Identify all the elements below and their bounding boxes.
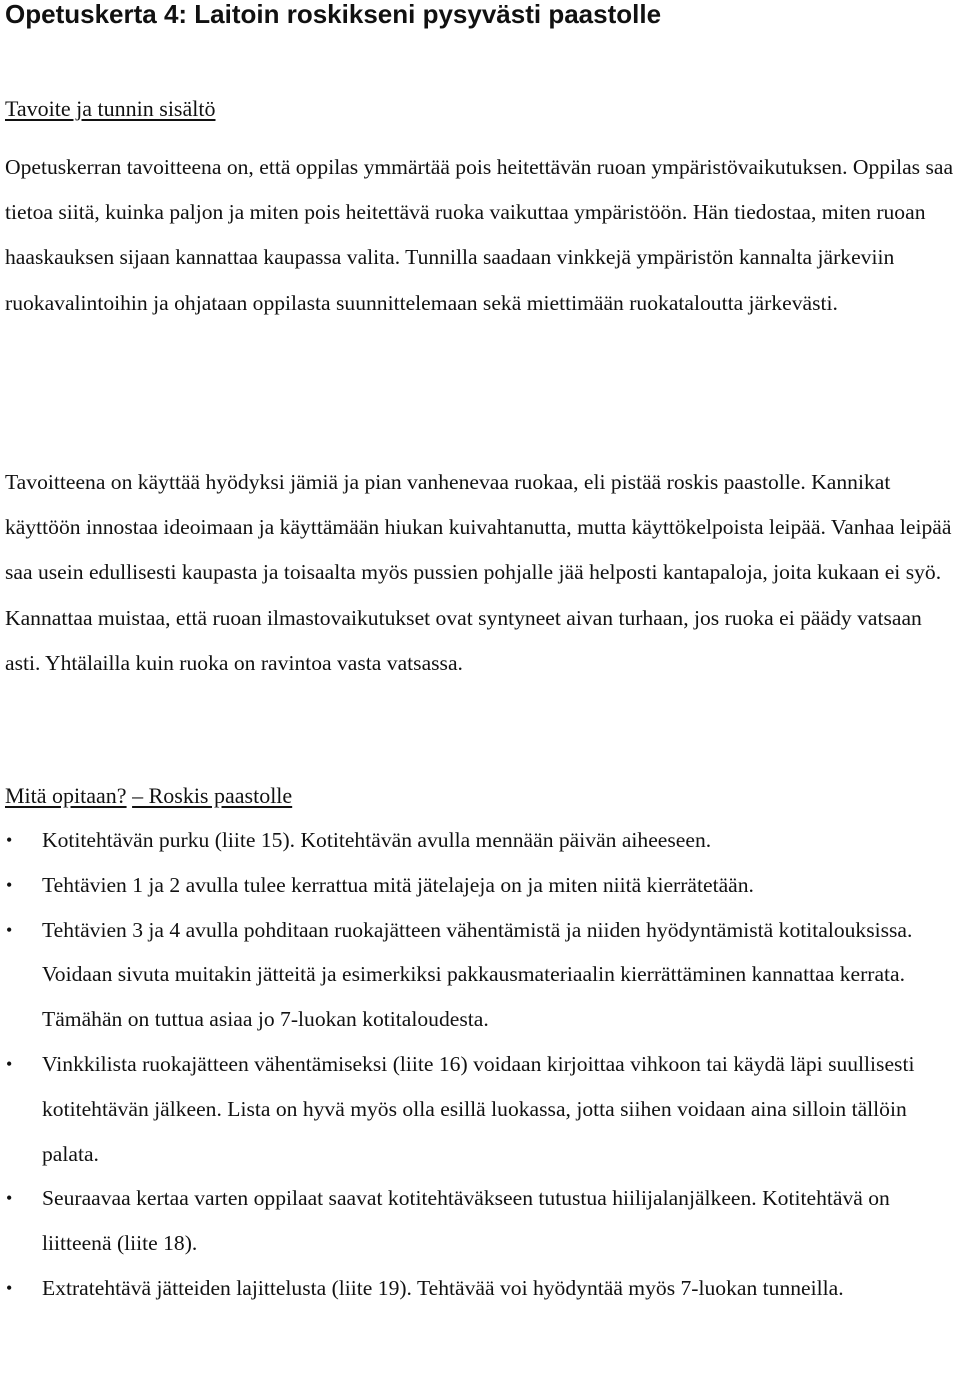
bullet-icon: • (6, 1188, 13, 1209)
bullet-icon: • (6, 1053, 13, 1074)
list-item (0, 1176, 957, 1266)
list-item (0, 908, 957, 1042)
list-item-text: Seuraavaa kertaa varten oppilaat saavat kotitehtäväkseen tutustua hiilijalanjälkeen. Kotitehtävä on liitteenä (liite 18). (42, 1186, 890, 1256)
section-heading-goals (5, 95, 215, 123)
list-item (0, 1266, 957, 1311)
document-title: Opetuskerta 4: Laitoin roskikseni pysyvästi paastolle (5, 0, 662, 29)
list-item (0, 818, 957, 863)
paragraph-goals-2: Tavoitteena on käyttää hyödyksi jämiä ja pian vanhenevaa ruokaa, eli pistää roskis paastolle. Kannikat käyttöön innostaa ideoimaan ja käyttämään hiukan kuivahtanutta, mutta käyttökelpoista leipää. Vanhaa leipää saa usein edullisesti kaupasta ja toisaalta myös pussien pohjalle jää helposti kantapaloja, joita kukaan ei syö. Kannattaa muistaa, että ruoan ilmastovaikutukset ovat syntyneet aivan turhaan, jos ruoka ei päädy vatsaan asti. Yhtälailla kuin ruoka on ravintoa vasta vatsassa. (5, 470, 952, 675)
list-item (0, 1042, 957, 1176)
bullet-icon: • (6, 830, 13, 850)
list-item-text: Tehtävien 1 ja 2 avulla tulee kerrattua mitä jätelajeja on ja miten niitä kierrätetään. (42, 872, 754, 897)
list-item (0, 863, 957, 908)
list-item-text: Tehtävien 3 ja 4 avulla pohditaan ruokajätteen vähentämistä ja niiden hyödyntämistä kotitalouksissa. Voidaan sivuta muitakin jätteitä ja esimerkiksi pakkausmateriaalin kierrättäminen kannattaa kerrata. Tämähän on tuttua asiaa jo 7-luokan kotitaloudesta. (42, 917, 913, 1032)
section-heading-learning-a: Mitä opitaan? (5, 783, 127, 808)
section-heading-learning (5, 782, 292, 810)
list-item-text: Kotitehtävän purku (liite 15). Kotitehtävän avulla mennään päivän aiheeseen. (42, 828, 712, 852)
section-heading-goals-text: Tavoite ja tunnin sisältö (5, 96, 216, 121)
bullet-icon: • (6, 1277, 13, 1298)
list-item-text: Extratehtävä jätteiden lajittelusta (liite 19). Tehtävää voi hyödyntää myös 7-luokan tunneilla. (42, 1275, 844, 1300)
bullet-icon: • (6, 919, 13, 940)
learning-list (0, 818, 960, 1311)
bullet-icon: • (6, 874, 13, 895)
list-item-text: Vinkkilista ruokajätteen vähentämiseksi (liite 16) voidaan kirjoittaa vihkoon tai käydä läpi suullisesti kotitehtävän jälkeen. Lista on hyvä myös olla esillä luokassa, jotta siihen voidaan aina silloin tällöin palata. (42, 1051, 915, 1166)
paragraph-goals: Opetuskerran tavoitteena on, että oppilas ymmärtää pois heitettävän ruoan ympäristövaikutuksen. Oppilas saa tietoa siitä, kuinka paljon ja miten pois heitettävä ruoka vaikuttaa ympäristöön. Hän tiedostaa, miten ruoan haaskauksen sijaan kannattaa kaupassa valita. Tunnilla saadaan vinkkejä ympäristön kannalta järkeviin ruokavalintoihin ja ohjataan oppilasta suunnittelemaan sekä miettimään ruokataloutta järkevästi. (5, 155, 954, 315)
section-heading-learning-b: – Roskis paastolle (132, 783, 293, 808)
